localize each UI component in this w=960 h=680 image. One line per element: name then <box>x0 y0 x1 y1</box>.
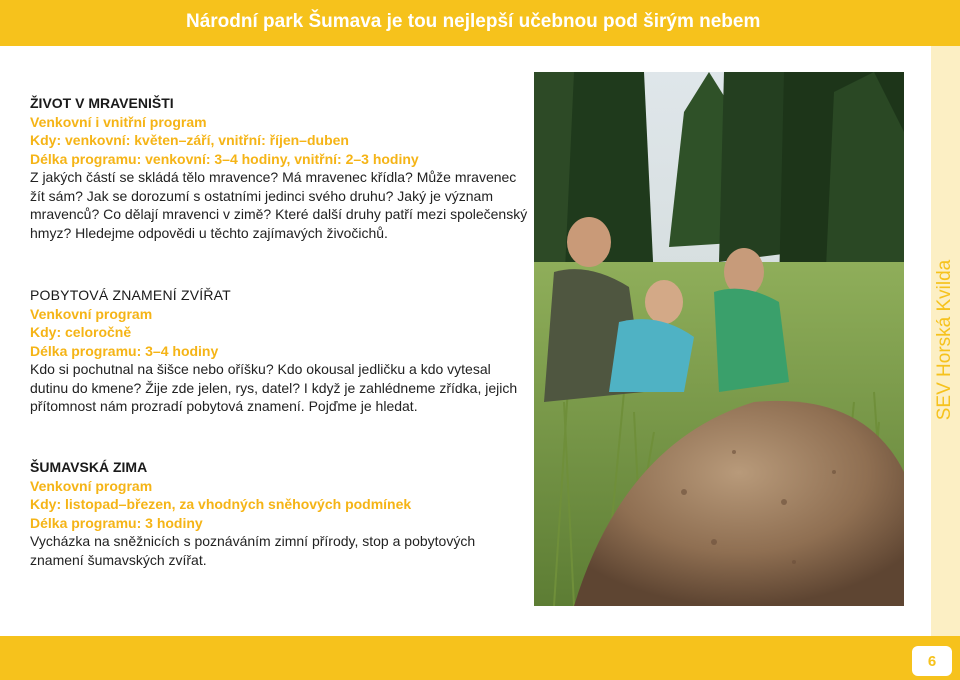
anthill-photo <box>534 72 904 606</box>
page-footer <box>0 636 960 680</box>
section-program-type: Venkovní i vnitřní program <box>30 113 207 130</box>
section-program-type: Venkovní program <box>30 477 153 494</box>
section-description: Kdo si pochutnal na šišce nebo oříšku? Kdo okousal jedličku a kdo vytesal dutinu do kmene? Žije zde jelen, rys, datel? I když je zahlédneme zřídka, jejich přítomnost nám prozradí pobytová znamení. Pojďme je hledat. <box>30 361 518 414</box>
page-header <box>0 0 960 46</box>
section-zivot-v-mravenisti <box>30 94 530 242</box>
section-sumavska-zima <box>30 458 530 569</box>
section-description: Z jakých částí se skládá tělo mravence? Má mravenec křídla? Může mravenec žít sám? Jak se dorozumí s ostatními jedinci svého druhu? Jaký je význam mravenců? Co dělají mravenci v zimě? Které další druhy patří mezi společenský hmyz? Hledejme odpovědi u těchto zajímavých živočichů. <box>30 169 528 241</box>
page-title: Národní park Šumava je tou nejlepší učebnou pod širým nebem <box>186 11 761 32</box>
section-duration: Délka programu: venkovní: 3–4 hodiny, vnitřní: 2–3 hodiny <box>30 150 419 167</box>
section-duration: Délka programu: 3 hodiny <box>30 514 203 531</box>
page-number: 6 <box>912 646 952 676</box>
anthill-photo-illustration <box>534 72 904 606</box>
section-when: Kdy: venkovní: květen–září, vnitřní: říjen–duben <box>30 132 349 148</box>
section-program-type: Venkovní program <box>30 305 153 322</box>
section-when: Kdy: listopad–březen, za vhodných sněhových podmínek <box>30 496 412 512</box>
section-description: Vycházka na sněžnicích s poznáváním zimní přírody, stop a pobytových znamení šumavských zvířat. <box>30 533 476 568</box>
section-title: ŠUMAVSKÁ ZIMA <box>30 459 148 475</box>
section-pobytova-znameni <box>30 286 530 416</box>
section-title: ŽIVOT V MRAVENIŠTI <box>30 95 174 111</box>
section-title: POBYTOVÁ ZNAMENÍ ZVÍŘAT <box>30 287 231 303</box>
section-duration: Délka programu: 3–4 hodiny <box>30 342 219 359</box>
section-when: Kdy: celoročně <box>30 324 132 340</box>
side-label: SEV Horská Kvilda <box>934 259 955 421</box>
